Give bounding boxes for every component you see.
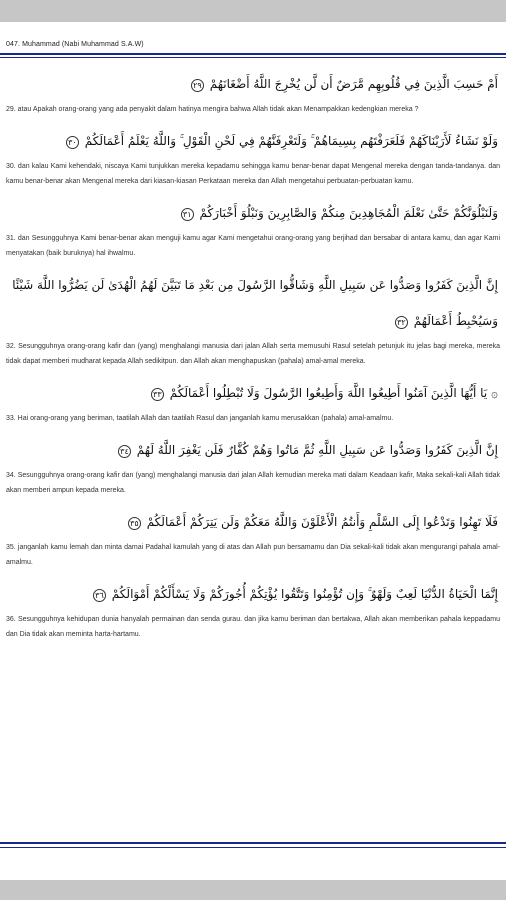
- footer-rule: [0, 842, 506, 844]
- arabic-text: فَلَا تَهِنُوا وَتَدْعُوا إِلَى السَّلْمِ وَأَنتُمُ الْأَعْلَوْنَ وَاللَّهُ مَعَكُمْ وَلَن يَتِرَكُمْ أَعْمَالَكُمْ ٣٥: [6, 504, 500, 540]
- ayah-number-icon: ٣١: [181, 208, 194, 221]
- translation-text: 29. atau Apakah orang-orang yang ada penyakit dalam hatinya mengira bahwa Allah tidak akan Menampakkan kedengkian mereka ?: [6, 106, 419, 113]
- translation-text: 30. dan kalau Kami kehendaki, niscaya Kami tunjukkan mereka kepadamu sehingga kamu benar-benar dapat Mengenal mereka dengan tanda-tandanya. dan kamu benar-benar akan Mengenal mereka dari kiasan-kiasan Perkataan mereka dan Allah mengetahui perbuatan-perbuatan kamu.: [6, 163, 500, 185]
- translation-text: 35. janganlah kamu lemah dan minta damai Padahal kamulah yang di atas dan Allah pun bersamamu dan Dia sekali-kali tidak akan mengurangi pahala amal-amalmu.: [6, 544, 500, 566]
- verse-35: [6, 504, 500, 570]
- translation-text: 34. Sesungguhnya orang-orang kafir dan (yang) menghalangi manusia dari jalan Allah kemudian mereka mati dalam Keadaan kafir, Maka sekali-kali Allah tidak akan memberi ampun kepada mereka.: [6, 472, 500, 494]
- translation-text: 36. Sesungguhnya kehidupan dunia hanyalah permainan dan senda gurau. dan jika kamu beriman dan bertakwa, Allah akan memberikan pahala keppadamu dan Dia tidak akan meminta harta-hartamu.: [6, 616, 500, 638]
- arabic-text: إِنَّمَا الْحَيَاةُ الدُّنْيَا لَعِبٌ وَلَهْوٌ ۚ وَإِن تُؤْمِنُوا وَتَتَّقُوا يُؤْتِكُمْ أُجُورَكُمْ وَلَا يَسْأَلْكُمْ أَمْوَالَكُمْ ٣٦: [6, 576, 500, 612]
- arabic-text: إِنَّ الَّذِينَ كَفَرُوا وَصَدُّوا عَن سَبِيلِ اللَّهِ وَشَاقُّوا الرَّسُولَ مِن بَعْدِ مَا تَبَيَّنَ لَهُمُ الْهُدَىٰ لَن يَضُرُّوا اللَّهَ شَيْئًا وَسَيُحْبِطُ أَعْمَالَهُمْ ٣٢: [12, 278, 498, 328]
- translation-text: 32. Sesungguhnya orang-orang kafir dan (yang) menghalangi manusia dari jalan Allah serta memusuhi Rasul setelah petunjuk itu jelas bagi mereka, mereka tidak dapat memberi mudharat kepada Allah sedikitpun. dan Allah akan menghapuskan (pahala) amal-amal mereka.: [6, 343, 500, 365]
- verse-list: [6, 66, 500, 648]
- document-page[interactable]: [0, 22, 506, 880]
- verse-36: [6, 576, 500, 642]
- header-rule-thin: [0, 57, 506, 58]
- verse-32: [6, 267, 500, 369]
- bottom-frame-bar: [0, 880, 506, 900]
- verse-30: [6, 123, 500, 189]
- ayah-number-icon: ٣٠: [66, 136, 79, 149]
- ayah-number-icon: ٢٩: [191, 79, 204, 92]
- verse-33: [6, 375, 500, 426]
- ayah-number-icon: ٣٦: [93, 589, 106, 602]
- ayah-number-icon: ٣٢: [395, 316, 408, 329]
- arabic-text: وَلَنَبْلُوَنَّكُمْ حَتَّىٰ نَعْلَمَ الْمُجَاهِدِينَ مِنكُمْ وَالصَّابِرِينَ وَنَبْلُوَ أَخْبَارَكُمْ ٣١: [6, 195, 500, 231]
- arabic-text: أَمْ حَسِبَ الَّذِينَ فِي قُلُوبِهِم مَّرَضٌ أَن لَّن يُخْرِجَ اللَّهُ أَضْغَانَهُمْ ٢٩: [6, 66, 500, 102]
- ayah-number-icon: ٣٥: [128, 517, 141, 530]
- page-title: 047. Muhammad (Nabi Muhammad S.A.W): [6, 41, 144, 48]
- ayah-number-icon: ٣٣: [151, 388, 164, 401]
- verse-34: [6, 432, 500, 498]
- arabic-text: ۞ يَا أَيُّهَا الَّذِينَ آمَنُوا أَطِيعُوا اللَّهَ وَأَطِيعُوا الرَّسُولَ وَلَا تُبْطِلُوا أَعْمَالَكُمْ ٣٣: [6, 375, 500, 411]
- ayah-number-icon: ٣٤: [118, 445, 131, 458]
- verse-29: [6, 66, 500, 117]
- arabic-text: إِنَّ الَّذِينَ كَفَرُوا وَصَدُّوا عَن سَبِيلِ اللَّهِ ثُمَّ مَاتُوا وَهُمْ كُفَّارٌ فَلَن يَغْفِرَ اللَّهُ لَهُمْ ٣٤: [6, 432, 500, 468]
- footer-rule-thin: [0, 847, 506, 848]
- translation-text: 31. dan Sesungguhnya Kami benar-benar akan menguji kamu agar Kami mengetahui orang-orang yang berjihad dan bersabar di antara kamu, dan agar Kami menyatakan (baik buruknya) hal ihwalmu.: [6, 235, 500, 257]
- verse-31: [6, 195, 500, 261]
- top-frame-bar: [0, 0, 506, 22]
- arabic-text: وَلَوْ نَشَاءُ لَأَرَيْنَاكَهُمْ فَلَعَرَفْتَهُم بِسِيمَاهُمْ ۚ وَلَتَعْرِفَنَّهُمْ فِي لَحْنِ الْقَوْلِ ۚ وَاللَّهُ يَعْلَمُ أَعْمَالَكُمْ ٣٠: [6, 123, 500, 159]
- header-rule: [0, 53, 506, 55]
- translation-text: 33. Hai orang-orang yang beriman, taatilah Allah dan taatilah Rasul dan janganlah kamu merusakkan (pahala) amal-amalmu.: [6, 415, 394, 422]
